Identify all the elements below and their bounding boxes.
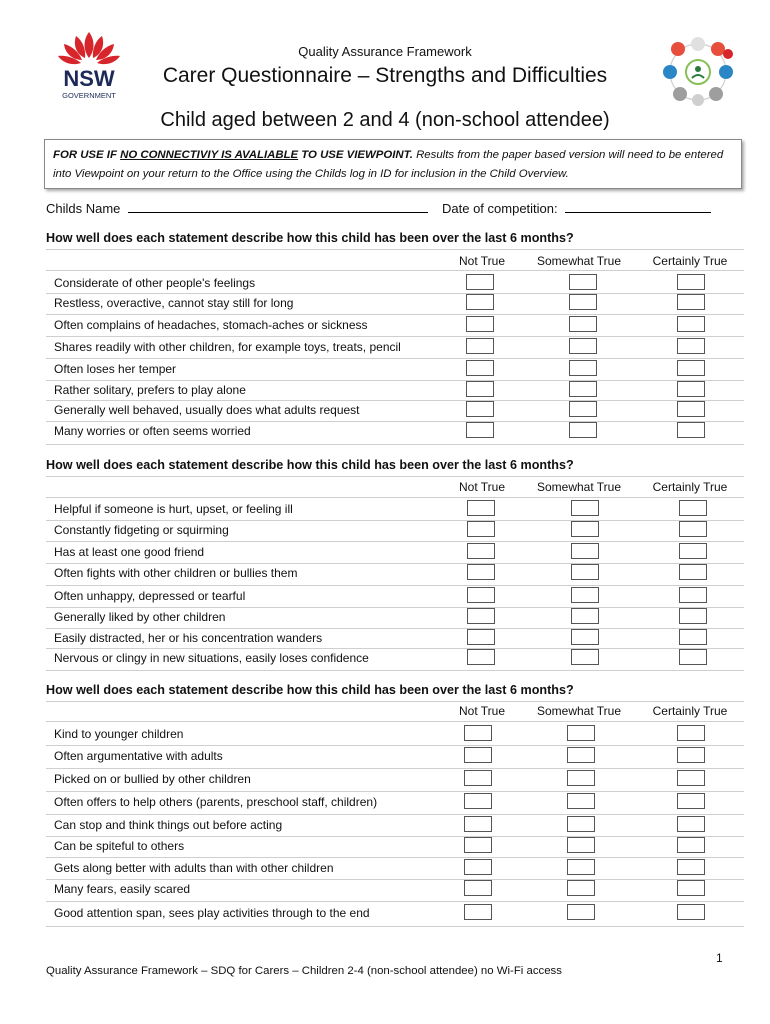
checkbox-somewhat-true[interactable] [569,338,597,354]
statement-text: Good attention span, sees play activities through to the end [54,906,370,920]
page-subtitle: Child aged between 2 and 4 (non-school attendee) [160,109,610,131]
row-divider [46,421,744,422]
section-title: How well does each statement describe how this child has been over the last 6 months? [46,458,574,472]
framework-label: Quality Assurance Framework [298,44,472,59]
row-divider [46,901,744,902]
statement-text: Often offers to help others (parents, preschool staff, children) [54,795,378,809]
row-divider [46,541,744,542]
checkbox-certainly-true[interactable] [677,294,705,310]
checkbox-not-true[interactable] [466,422,494,438]
checkbox-certainly-true[interactable] [677,422,705,438]
column-header-not-true: Not True [458,254,506,268]
checkbox-certainly-true[interactable] [677,725,705,741]
checkbox-certainly-true[interactable] [677,816,705,832]
page-number: 1 [716,951,723,965]
divider [46,721,744,722]
checkbox-certainly-true[interactable] [677,859,705,875]
checkbox-not-true[interactable] [467,500,495,516]
row-divider [46,628,744,629]
checkbox-not-true[interactable] [464,747,492,763]
checkbox-not-true[interactable] [464,880,492,896]
column-header-certainly-true: Certainly True [652,254,728,268]
column-header-certainly-true: Certainly True [652,704,728,718]
checkbox-somewhat-true[interactable] [571,564,599,580]
checkbox-not-true[interactable] [464,793,492,809]
checkbox-certainly-true[interactable] [677,381,705,397]
checkbox-somewhat-true[interactable] [567,837,595,853]
footer-text: Quality Assurance Framework – SDQ for Carers – Children 2-4 (non-school attendee) no Wi-Fi access [46,965,562,977]
checkbox-certainly-true[interactable] [677,793,705,809]
statement-text: Gets along better with adults than with other children [54,861,334,875]
statement-text: Often complains of headaches, stomach-aches or sickness [54,318,368,332]
section-title: How well does each statement describe how this child has been over the last 6 months? [46,231,574,245]
page-title: Carer Questionnaire – Strengths and Difficulties [162,64,608,87]
column-header-certainly-true: Certainly True [652,480,728,494]
row-divider [46,585,744,586]
column-header-somewhat-true: Somewhat True [536,254,622,268]
row-divider [46,648,744,649]
checkbox-not-true[interactable] [467,608,495,624]
checkbox-somewhat-true[interactable] [571,649,599,665]
row-divider [46,520,744,521]
statement-text: Nervous or clingy in new situations, easily loses confidence [54,651,369,665]
checkbox-not-true[interactable] [466,381,494,397]
childs-name-input-line[interactable] [128,200,428,213]
checkbox-certainly-true[interactable] [679,629,707,645]
column-header-not-true: Not True [458,480,506,494]
row-divider [46,814,744,815]
checkbox-not-true[interactable] [467,649,495,665]
checkbox-somewhat-true[interactable] [569,360,597,376]
connectivity-notice [44,139,742,189]
statement-text: Kind to younger children [54,727,184,741]
competition-date-label: Date of competition: [442,201,558,216]
checkbox-somewhat-true[interactable] [571,500,599,516]
competition-date-field [442,200,711,216]
column-header-not-true: Not True [458,704,506,718]
row-divider [46,791,744,792]
statement-text: Generally well behaved, usually does what adults request [54,403,360,417]
statement-text: Generally liked by other children [54,610,226,624]
row-divider [46,293,744,294]
childs-name-field [46,200,428,216]
row-divider [46,836,744,837]
checkbox-somewhat-true[interactable] [571,521,599,537]
statement-text: Often fights with other children or bullies them [54,566,298,580]
divider [46,444,744,445]
checkbox-certainly-true[interactable] [679,608,707,624]
checkbox-certainly-true[interactable] [679,649,707,665]
notice-lead: FOR USE IF NO CONNECTIVIY IS AVALIABLE TO USE VIEWPOINT. [53,149,413,161]
checkbox-somewhat-true[interactable] [567,747,595,763]
checkbox-somewhat-true[interactable] [571,608,599,624]
checkbox-not-true[interactable] [466,360,494,376]
row-divider [46,314,744,315]
checkbox-certainly-true[interactable] [677,770,705,786]
checkbox-somewhat-true[interactable] [569,422,597,438]
checkbox-certainly-true[interactable] [677,904,705,920]
notice-body: Results from the paper based version will need to be entered into Viewpoint on your return to the Office using the Childs log in ID for inclusion in the Child Overview. [53,149,724,180]
childs-name-label: Childs Name [46,201,121,216]
divider [46,497,744,498]
checkbox-certainly-true[interactable] [679,564,707,580]
checkbox-somewhat-true[interactable] [567,859,595,875]
checkbox-certainly-true[interactable] [677,316,705,332]
checkbox-somewhat-true[interactable] [569,294,597,310]
row-divider [46,857,744,858]
statement-text: Rather solitary, prefers to play alone [54,383,246,397]
statement-text: Can stop and think things out before acting [54,818,283,832]
statement-text: Often unhappy, depressed or tearful [54,589,246,603]
divider [46,926,744,927]
logo-subtext: GOVERNMENT [62,91,116,100]
statement-text: Often loses her temper [54,362,177,376]
statement-text: Many fears, easily scared [54,882,191,896]
checkbox-certainly-true[interactable] [677,360,705,376]
checkbox-certainly-true[interactable] [677,747,705,763]
statement-text: Picked on or bullied by other children [54,772,251,786]
column-header-somewhat-true: Somewhat True [536,704,622,718]
checkbox-somewhat-true[interactable] [569,274,597,290]
statement-text: Shares readily with other children, for example toys, treats, pencil [54,340,401,354]
row-divider [46,400,744,401]
statement-text: Has at least one good friend [54,545,205,559]
checkbox-not-true[interactable] [467,629,495,645]
row-divider [46,380,744,381]
checkbox-not-true[interactable] [467,587,495,603]
logo-text: NSW [63,66,115,91]
checkbox-not-true[interactable] [467,543,495,559]
checkbox-not-true[interactable] [464,770,492,786]
checkbox-certainly-true[interactable] [679,543,707,559]
checkbox-not-true[interactable] [464,859,492,875]
statement-text: Many worries or often seems worried [54,424,251,438]
checkbox-not-true[interactable] [466,274,494,290]
row-divider [46,768,744,769]
divider [46,670,744,671]
checkbox-somewhat-true[interactable] [567,880,595,896]
row-divider [46,745,744,746]
checkbox-not-true[interactable] [467,521,495,537]
checkbox-certainly-true[interactable] [677,837,705,853]
notice-underlined: NO CONNECTIVIY IS AVALIABLE [120,149,299,161]
section-title: How well does each statement describe how this child has been over the last 6 months? [46,683,574,697]
checkbox-somewhat-true[interactable] [567,816,595,832]
statement-text: Constantly fidgeting or squirming [54,523,229,537]
checkbox-somewhat-true[interactable] [567,770,595,786]
checkbox-certainly-true[interactable] [679,500,707,516]
statement-text: Easily distracted, her or his concentration wanders [54,631,323,645]
statement-text: Considerate of other people's feelings [54,276,256,290]
checkbox-certainly-true[interactable] [677,880,705,896]
checkbox-somewhat-true[interactable] [567,725,595,741]
divider [46,476,744,477]
checkbox-somewhat-true[interactable] [571,587,599,603]
checkbox-not-true[interactable] [467,564,495,580]
row-divider [46,336,744,337]
row-divider [46,358,744,359]
checkbox-not-true[interactable] [466,316,494,332]
checkbox-not-true[interactable] [464,816,492,832]
checkbox-not-true[interactable] [464,904,492,920]
checkbox-certainly-true[interactable] [679,521,707,537]
checkbox-somewhat-true[interactable] [567,793,595,809]
checkbox-not-true[interactable] [466,338,494,354]
checkbox-somewhat-true[interactable] [571,543,599,559]
row-divider [46,563,744,564]
row-divider [46,879,744,880]
divider [46,701,744,702]
statement-text: Restless, overactive, cannot stay still for long [54,296,294,310]
competition-date-input-line[interactable] [565,200,711,213]
divider [46,270,744,271]
statement-text: Often argumentative with adults [54,749,223,763]
statement-text: Helpful if someone is hurt, upset, or feeling ill [54,502,293,516]
checkbox-not-true[interactable] [464,725,492,741]
statement-text: Can be spiteful to others [54,839,185,853]
checkbox-somewhat-true[interactable] [571,629,599,645]
checkbox-certainly-true[interactable] [679,587,707,603]
checkbox-certainly-true[interactable] [677,401,705,417]
row-divider [46,607,744,608]
checkbox-not-true[interactable] [464,837,492,853]
checkbox-certainly-true[interactable] [677,338,705,354]
checkbox-somewhat-true[interactable] [567,904,595,920]
checkbox-not-true[interactable] [466,401,494,417]
checkbox-certainly-true[interactable] [677,274,705,290]
checkbox-somewhat-true[interactable] [569,381,597,397]
divider [46,249,744,250]
checkbox-somewhat-true[interactable] [569,401,597,417]
checkbox-somewhat-true[interactable] [569,316,597,332]
column-header-somewhat-true: Somewhat True [536,480,622,494]
checkbox-not-true[interactable] [466,294,494,310]
